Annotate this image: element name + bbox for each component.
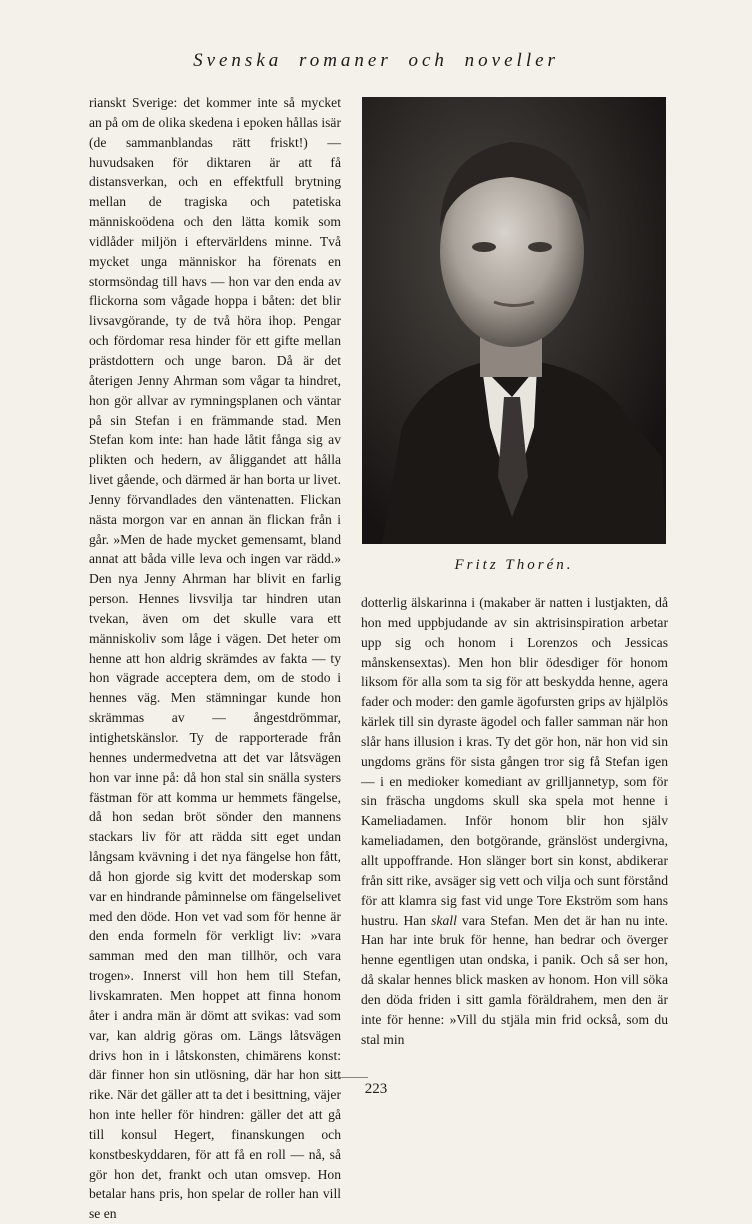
footer-rule <box>328 1077 368 1078</box>
running-header: Svenska romaner och noveller <box>193 50 559 71</box>
paragraph-text-after: vara Stefan. Men det är han nu inte. Han har inte bruk för henne, han bedrar och överger henne egentligen utan ondska, i panik. Och så ser hon, då skalar hennes blick masken av honom. Hon vill söka den döda friden i sitt gamla föräldrahem, men den är inte för henne: »Vill du stjäla min frid också, som du stal min <box>361 912 669 1047</box>
paragraph-text-before: dotterlig älskarinna i (makaber är natten i lustjakten, då hon med uppbjudande av sin aktrisinspiration arbetar upp sig och honom i Lorenzos och Jessicas månskensextas). Men hon blir ödesdiger för honom liksom för alla som ta sig för att beskydda henne, agera fader och moder: den gamle ägofursten grips av hjälplös kärlek till sin dyraste ägodel och faller samman när hon slår hans illusion i kras. Ty det gör hon, när hon vid sin ungdoms gräns för sista gången tror sig få Stefan igen — i en medioker komediant av grilljannetyp, som för sin fräscha ungdoms skull ska spela mot henne i Kameliadamen. Inför honom blir hon själv kameliadamen, den botgörande, gränslöst undergivna, allt uppoffrande. Hon slänger bort sin konst, abdikerar från sitt rike, avsäger sig vett och vilja och sunt förstånd för att klamra sig fast vid unge Tore Ekström som hans hustru. Han <box>361 595 668 928</box>
author-portrait <box>362 97 666 544</box>
page-number: 223 <box>364 1081 388 1097</box>
portrait-photo-icon <box>362 97 666 544</box>
right-column-paragraph <box>361 593 668 1049</box>
left-column-paragraph: rianskt Sverige: det kommer inte så mycket an på om de olika skedena i epoken hållas isär (de sammanblandas rätt friskt!) — huvudsaken för diktaren är att få distansverkan, och en effektfull brytning mellan de tragiska och patetiska människoödena och den lätta komik som vidlåder miljön i eftervärldens minne. Två mycket unga människor ha förenats en stormsöndag till havs — hon var den enda av flickorna som vågade hoppa i båten: det blir livsavgörande, ty de två höra ihop. Pengar och fördomar resa hinder för ett gifte mellan prästdottern och unge baron. Då är det återigen Jenny Ahrman som vågar ta hindret, hon gör allvar av rymningsplanen och väntar på sin Stefan i en främmande stad. Men Stefan kom inte: han hade låtit fånga sig av plikten och hedern, av åliggandet att hålla livet gående, och därmed är han borta ur livet. Jenny förvandlades den väntenatten. Flickan nästa morgon var en annan än flickan från i går. »Men de hade mycket gemensamt, bland annat att båda ville leva och ingen var rädd.» Den nya Jenny Ahrman har blivit en farlig person. Hennes livsvilja tar hindren utan tvekan, även om det skulle vara ett människoliv som låge i vägen. Det heter om henne att hon aldrig skrämdes av fakta — ty hon vägrade acceptera dem, om de stodo i hennes väg. Men stämningar kunde hon skrämmas av — ångestdrömmar, intighetskänslor. Ty de rapporterade från hennes undermedvetna att det var låtsvägen hon var inne på: då hon stal sin snälla systers fästman för att komma ur hemmets fängelse, då hon sedan bröt sönder den mannens stackars liv för att rädda sitt eget undan långsam kvävning i det nya fängelse hon fått, då hon gjorde sig kvitt det moderskap som var en hindrande påminnelse om fängelselivet med den döde. Hon vet vad som för henne är den enda formeln för verkligt liv: »vara samman med den man tillhör, och vara trogen». Innerst vill hon hem till Stefan, livskamraten. Men hoppet att finna honom åter i andra män är dömt att svikas: vad som var, kan aldrig göras om. Längs låtsvägen drivs hon in i låtskonsten, chimärens konst: där finner hon sin utlösning, där har hon sitt rike. När det gäller att ta det i besittning, väjer hon inte heller för hindren: gäller det att gå till konsul Hegert, finanskungen och konstbeskyddaren, för att få en roll — nå, så gör hon det, frankt och utan omsvep. Hon betalar hans pris, hon spelar de roller han vill se en <box>89 95 341 1222</box>
figure-caption: Fritz Thorén. <box>454 557 574 573</box>
emphasized-word: skall <box>431 912 457 928</box>
right-text-column <box>361 593 668 1049</box>
left-text-column <box>89 93 341 1224</box>
